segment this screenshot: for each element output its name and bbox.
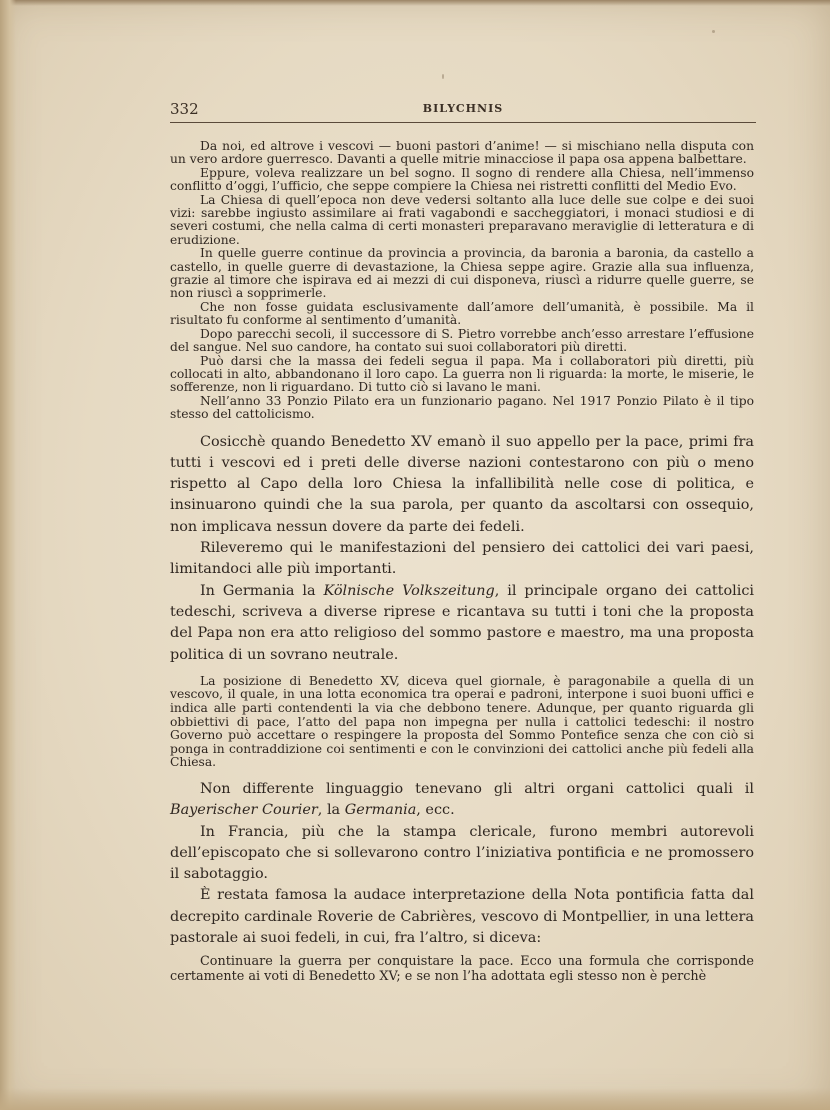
paragraph: Rileveremo qui le manifestazioni del pensiero dei cattolici dei vari paesi, limitandoci alle più importanti.	[170, 540, 754, 578]
small-print-section	[170, 140, 754, 422]
page-left-edge	[0, 0, 16, 1110]
text-run: , la	[317, 802, 345, 819]
paragraph: Nell’anno 33 Ponzio Pilato era un funzionario pagano. Nel 1917 Ponzio Pilato è il tipo stesso del cattolicismo.	[170, 393, 754, 422]
main-text-section	[170, 779, 754, 949]
paragraph: Da noi, ed altrove i vescovi — buoni pastori d’anime! — si mischiano nella disputa con un vero ardore guerresco. Davanti a quelle mitrie minacciose il papa osa appena balbettare.	[170, 139, 754, 167]
text-run: In Germania la	[200, 582, 324, 599]
ink-speck	[712, 30, 715, 33]
paragraph-germany	[170, 581, 754, 666]
text-run: Non differente linguaggio tenevano gli altri organi cattolici quali il	[200, 780, 754, 797]
page-header	[170, 100, 756, 123]
running-title: BILYCHNIS	[422, 102, 504, 115]
paragraph: Dopo parecchi secoli, il successore di S. Pietro vorrebbe anch’esso arrestare l’effusione del sangue. Nel suo candore, ha contato sui suoi collaboratori più diretti.	[170, 326, 754, 355]
paragraph: In Francia, più che la stampa clericale, furono membri autorevoli dell’episcopato che si sollevarono contro l’iniziativa pontificia e ne promossero il sabotaggio.	[170, 823, 754, 883]
page-top-edge	[0, 0, 830, 6]
block-quote	[170, 675, 754, 770]
closing-quote	[170, 955, 754, 984]
newspaper-title: Germania	[344, 802, 417, 819]
paragraph-other-organs	[170, 779, 754, 822]
main-text-section	[170, 432, 754, 666]
quote-paragraph: La posizione di Benedetto XV, diceva quel giornale, è paragonabile a quella di un vescovo, il quale, in una lotta economica tra operai e padroni, interpone i suoi buoni uffici e indica alle parti contendenti la via che debbono tenere. Adunque, per quanto riguarda gli obbiettivi di pace, l’atto del papa non impegna per nulla i cattolici tedeschi: il nostro Governo può accettare o respingere la proposta del Sommo Pontefice senza che con ciò si ponga in contraddizione coi sentimenti e con le convinzioni dei cattolici anche più fedeli alla Chiesa.	[170, 673, 754, 770]
paragraph: Eppure, voleva realizzare un bel sogno. Il sogno di rendere alla Chiesa, nell’immenso conflitto d’oggi, l’ufficio, che seppe compiere la Chiesa nei ristretti conflitti del Medio Evo.	[170, 165, 754, 194]
text-run: , ecc.	[416, 802, 455, 819]
text-run: , il principale organo dei cattolici tedeschi, scriveva a diverse riprese e ricantava su tutti i toni che la proposta del Papa non era atto religioso del sommo pastore e maestro, ma una proposta politica di un sovrano neutrale.	[170, 582, 754, 663]
page-number: 332	[170, 100, 199, 118]
paragraph: È restata famosa la audace interpretazione della Nota pontificia fatta dal decrepito cardinale Roverie de Cabrières, vescovo di Montpellier, in una lettera pastorale ai suoi fedeli, in cui, fra l’altro, si diceva:	[170, 887, 754, 947]
page-bottom-edge	[0, 1088, 830, 1110]
paragraph: Cosicchè quando Benedetto XV emanò il suo appello per la pace, primi fra tutti i vescovi ed i preti delle diverse nazioni contestarono con più o meno rispetto al Capo della loro Chiesa la infallibilità nelle cose di politica, e insinuarono quindi che la sua parola, per quanto da ascoltarsi con ossequio, non implicava nessun dovere da parte dei fedeli.	[170, 433, 754, 535]
paragraph: La Chiesa di quell’epoca non deve vedersi soltanto alla luce delle sue colpe e dei suoi vizi: sarebbe ingiusto assimilare ai frati vagabondi e saccheggiatori, i monaci studiosi e di severi costumi, che nella calma di certi monasteri preparavano meraviglie di letteratura e di erudizione.	[170, 192, 754, 247]
paragraph: Che non fosse guidata esclusivamente dall’amore dell’umanità, è possibile. Ma il risultato fu conforme al sentimento d’umanità.	[170, 299, 754, 328]
paragraph: Può darsi che la massa dei fedeli segua il papa. Ma i collaboratori più diretti, più collocati in alto, abbandonano il loro capo. La guerra non li riguarda: la morte, le miserie, le sofferenze, non li riguardano. Di tutto ciò si lavano le mani.	[170, 353, 754, 395]
newspaper-title: Kölnische Volkszeitung	[323, 582, 495, 599]
body-text	[170, 140, 754, 985]
ink-speck	[442, 74, 444, 79]
quote-paragraph: Continuare la guerra per conquistare la pace. Ecco una formula che corrisponde certamente ai voti di Benedetto XV; e se non l’ha adottata egli stesso non è perchè	[170, 954, 754, 984]
paragraph: In quelle guerre continue da provincia a provincia, da baronia a baronia, da castello a castello, in quelle guerre di devastazione, la Chiesa seppe agire. Grazie alla sua influenza, grazie al timore che ispirava ed ai mezzi di cui disponeva, riuscì a ridurre quelle guerre, se non riuscì a sopprimerle.	[170, 246, 754, 301]
newspaper-title: Bayerischer Courier	[170, 802, 318, 819]
